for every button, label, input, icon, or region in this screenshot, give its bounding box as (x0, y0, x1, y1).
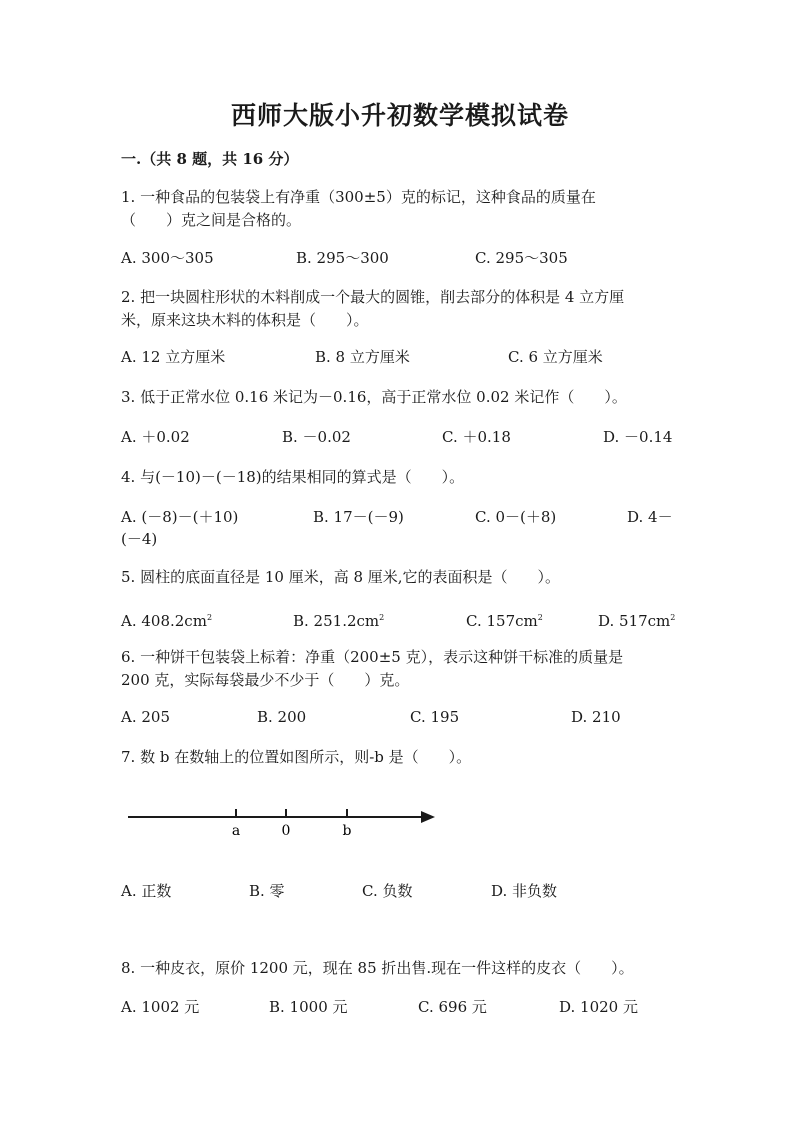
option-d-continued: (－4) (121, 530, 158, 548)
question-5 (121, 566, 681, 589)
option-a[interactable]: A. (－8)－(＋10) (121, 508, 239, 526)
question-8-options (121, 996, 681, 1019)
option-b[interactable]: B. －0.02 (282, 428, 351, 446)
question-1-options (121, 247, 681, 270)
superscript: 2 (537, 613, 543, 622)
question-7-line-1: 7. 数 b 在数轴上的位置如图所示，则-b 是（ ）。 (121, 748, 472, 766)
option-d[interactable]: D. 1020 元 (559, 998, 638, 1016)
question-2-line-2: 米，原来这块木料的体积是（ ）。 (121, 311, 369, 329)
label-0: 0 (281, 823, 291, 839)
option-d[interactable] (598, 606, 675, 633)
superscript: 2 (670, 613, 676, 622)
option-b[interactable]: B. 1000 元 (269, 998, 348, 1016)
option-b[interactable]: B. 零 (249, 882, 285, 900)
option-b[interactable]: B. 8 立方厘米 (315, 348, 410, 366)
question-5-line-1: 5. 圆柱的底面直径是 10 厘米，高 8 厘米,它的表面积是（ ）。 (121, 568, 561, 586)
question-4-line-1: 4. 与(－10)－(－18)的结果相同的算式是（ ）。 (121, 468, 465, 486)
option-c[interactable]: C. 195 (410, 708, 460, 726)
page-title: 西师大版小升初数学模拟试卷 (230, 101, 569, 130)
question-2-options (121, 346, 681, 369)
section-heading: 一.（共 8 题，共 16 分） (121, 150, 299, 168)
option-b-text: B. 251.2cm (293, 612, 380, 630)
option-c[interactable]: C. 696 元 (418, 998, 487, 1016)
option-a[interactable] (121, 606, 212, 633)
superscript: 2 (206, 613, 213, 622)
question-3-line-1: 3. 低于正常水位 0.16 米记为－0.16，高于正常水位 0.02 米记作（ ）。 (121, 388, 627, 406)
question-6-options (121, 706, 681, 729)
question-6-line-2: 200 克，实际每袋最少不少于（ ）克。 (121, 671, 410, 689)
option-a[interactable]: A. ＋0.02 (121, 428, 190, 446)
option-a[interactable]: A. 205 (121, 708, 170, 726)
question-3-options (121, 426, 681, 449)
option-a[interactable]: A. 1002 元 (121, 998, 200, 1016)
question-2 (121, 286, 681, 332)
number-line-arrow (421, 811, 435, 823)
option-b[interactable]: B. 17－(－9) (313, 508, 404, 526)
option-a[interactable]: A. 300～305 (121, 249, 214, 267)
question-6 (121, 646, 681, 692)
option-a[interactable]: A. 正数 (121, 882, 172, 900)
option-b[interactable] (293, 606, 384, 633)
question-1 (121, 186, 681, 232)
option-d[interactable]: D. 非负数 (491, 882, 558, 900)
question-7-options (121, 880, 681, 903)
option-c[interactable] (466, 606, 543, 633)
question-5-options (121, 606, 681, 629)
question-4 (121, 466, 681, 489)
question-2-line-1: 2. 把一块圆柱形状的木料削成一个最大的圆锥，削去部分的体积是 4 立方厘 (121, 288, 625, 306)
question-3 (121, 386, 681, 409)
option-b[interactable]: B. 200 (257, 708, 307, 726)
question-1-line-2: （ ）克之间是合格的。 (121, 211, 302, 229)
label-a: a (231, 823, 241, 839)
option-c[interactable]: C. 6 立方厘米 (508, 348, 603, 366)
number-line-figure (120, 800, 450, 850)
option-a-text: A. 408.2cm (121, 612, 207, 630)
option-c[interactable]: C. 295～305 (475, 249, 568, 267)
option-a[interactable]: A. 12 立方厘米 (121, 348, 226, 366)
option-c-text: C. 157cm (466, 612, 538, 630)
question-8-line-1: 8. 一种皮衣，原价 1200 元，现在 85 折出售.现在一件这样的皮衣（ ）。 (121, 959, 634, 977)
question-6-line-1: 6. 一种饼干包装袋上标着：净重（200±5 克），表示这种饼干标准的质量是 (121, 648, 624, 666)
label-b: b (342, 823, 352, 839)
option-c[interactable]: C. 0－(＋8) (475, 508, 557, 526)
option-d-text: D. 517cm (598, 612, 671, 630)
option-d[interactable]: D. －0.14 (603, 428, 673, 446)
option-d[interactable]: D. 4－ (627, 508, 673, 526)
option-d[interactable]: D. 210 (571, 708, 621, 726)
question-1-line-1: 1. 一种食品的包装袋上有净重（300±5）克的标记，这种食品的质量在 (121, 188, 596, 206)
question-7 (121, 746, 681, 769)
option-c[interactable]: C. 负数 (362, 882, 413, 900)
superscript: 2 (379, 613, 385, 622)
option-b[interactable]: B. 295～300 (296, 249, 389, 267)
question-8 (121, 957, 681, 980)
option-c[interactable]: C. ＋0.18 (442, 428, 511, 446)
question-4-options (121, 506, 681, 529)
